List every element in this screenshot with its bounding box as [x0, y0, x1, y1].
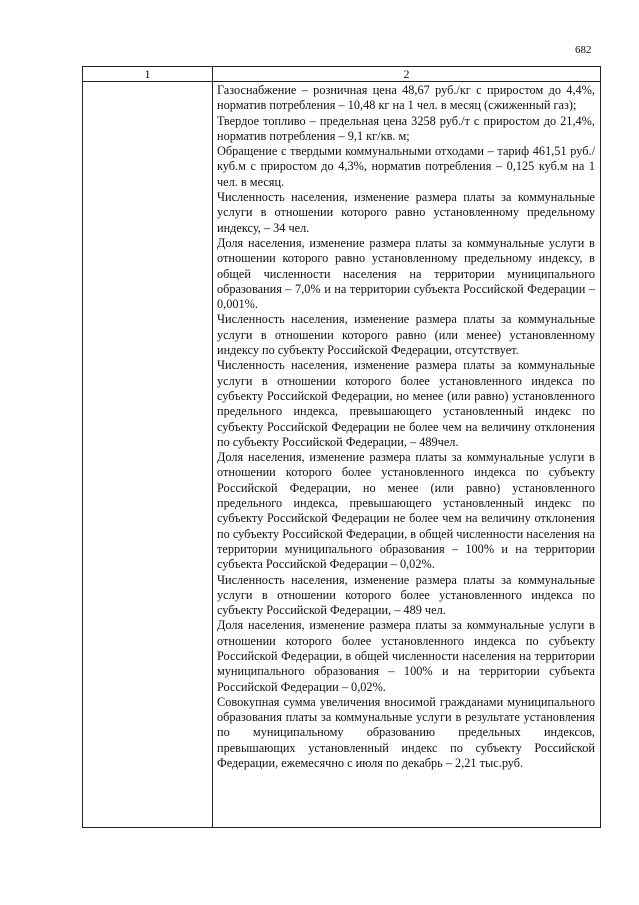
paragraph-solid-fuel: Твердое топливо – предельная цена 3258 руб./т с приростом до 21,4%, норматив потребления – 9,1 кг/кв. м;	[217, 113, 595, 143]
column-1-cell	[83, 82, 213, 828]
paragraph-share-equal-limit: Доля населения, изменение размера платы за коммунальные услуги в отношении которого равно установленному предельному индексу, в общей численности населения на территории муниципального образования – 7,0% и на территории субъекта Российской Федерации – 0,001%.	[217, 235, 595, 312]
paragraph-population-between-indices: Численность населения, изменение размера платы за коммунальные услуги в отношении которого более установленного индекса по субъекту Российской Федерации, но менее (или равно) установленного предельного индекса, превышающего установленный индекс по субъекту Российской Федерации не более чем на величину отклонения по субъекту Российской Федерации, – 489чел.	[217, 358, 595, 449]
column-2-cell	[213, 82, 601, 828]
paragraph-population-equal-or-less: Численность населения, изменение размера платы за коммунальные услуги в отношении которого равно (или менее) установленному индексу по субъекту Российской Федерации, отсутствует.	[217, 312, 595, 358]
paragraph-population-above-index: Численность населения, изменение размера платы за коммунальные услуги в отношении которого более установленного индекса по субъекту Российской Федерации, – 489 чел.	[217, 572, 595, 618]
paragraph-gas-supply: Газоснабжение – розничная цена 48,67 руб./кг с приростом до 4,4%, норматив потребления – 10,48 кг на 1 чел. в месяц (сжиженный газ);	[217, 83, 595, 113]
paragraph-share-between-indices: Доля населения, изменение размера платы за коммунальные услуги в отношении которого более установленного индекса по субъекту Российской Федерации, но менее (или равно) установленного предельного индекса, превышающего установленный индекс по субъекту Российской Федерации не более чем на величину отклонения по субъекту Российской Федерации, в общей численности населения на территории муниципального образования – 100% и на территории субъекта Российской Федерации – 0,02%.	[217, 450, 595, 572]
table-body-row	[83, 82, 601, 828]
column-header-1: 1	[83, 67, 213, 82]
table-header-row	[83, 67, 601, 82]
paragraph-total-increase: Совокупная сумма увеличения вносимой гражданами муниципального образования платы за коммунальные услуги в результате установления по муниципальному образованию предельных индексов, превышающих установленный индекс по субъекту Российской Федерации, ежемесячно с июля по декабрь – 2,21 тыс.руб.	[217, 694, 595, 771]
document-table	[82, 66, 601, 828]
paragraph-solid-waste: Обращение с твердыми коммунальными отходами – тариф 461,51 руб./куб.м с приростом до 4,3%, норматив потребления – 0,125 куб.м на 1 чел. в месяц.	[217, 144, 595, 189]
column-header-2: 2	[213, 67, 601, 82]
page-number: 682	[575, 44, 592, 56]
paragraph-population-equal-limit: Численность населения, изменение размера платы за коммунальные услуги в отношении которого равно установленному предельному индексу, – 34 чел.	[217, 190, 595, 235]
paragraph-share-above-index: Доля населения, изменение размера платы за коммунальные услуги в отношении которого более установленного индекса по субъекту Российской Федерации, в общей численности населения на территории муниципального образования – 100% и на территории субъекта Российской Федерации – 0,02%.	[217, 618, 595, 694]
